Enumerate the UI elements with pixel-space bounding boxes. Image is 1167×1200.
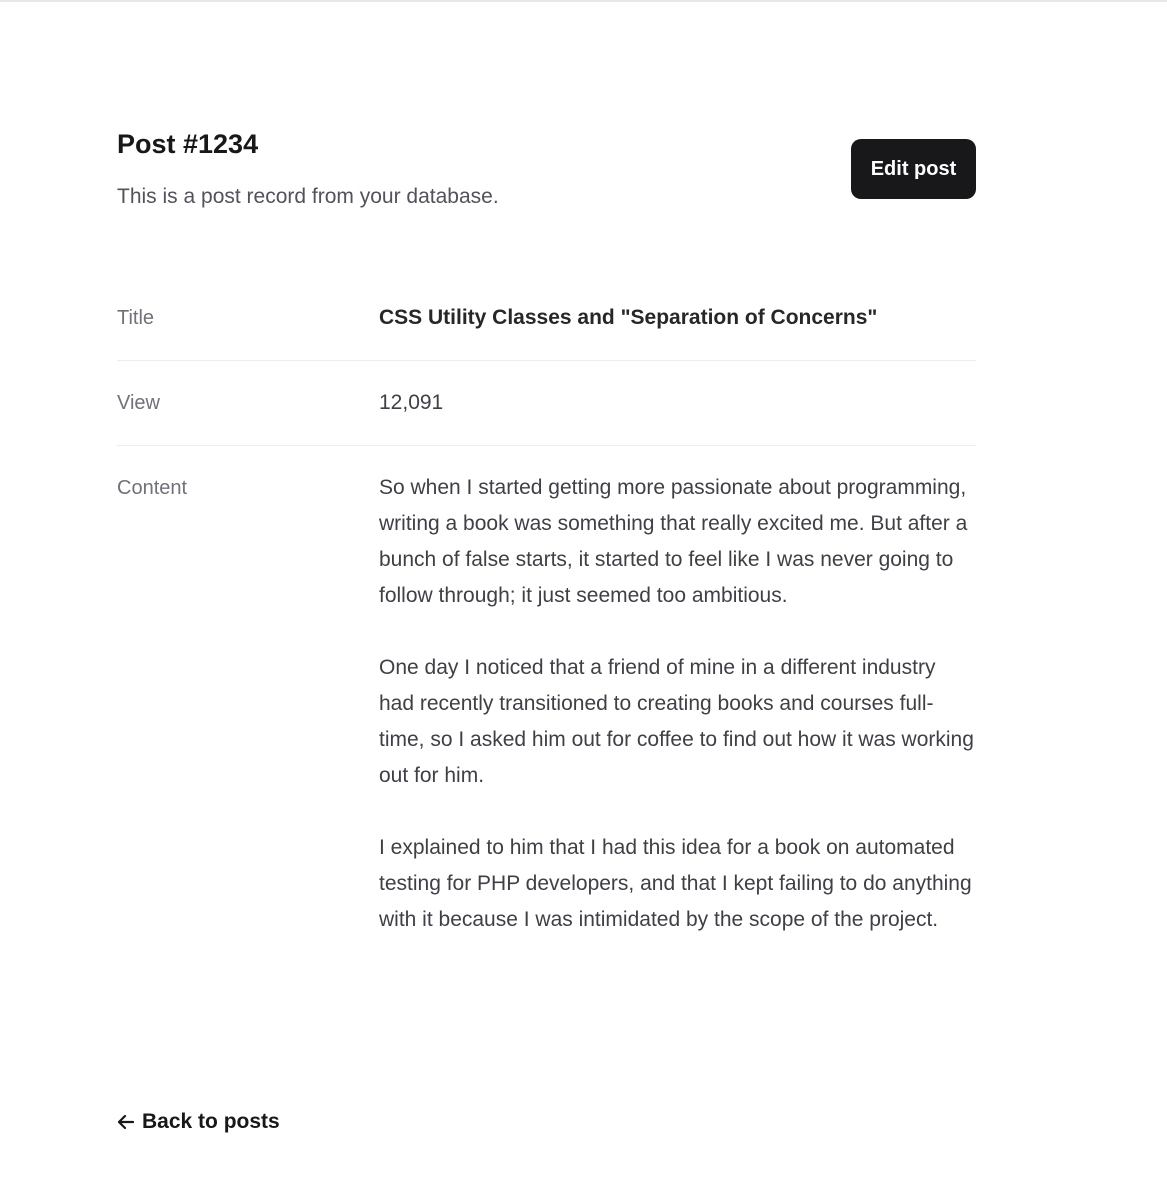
post-details-list [117, 276, 976, 938]
page-subtitle: This is a post record from your database. [117, 185, 499, 208]
detail-row-view [117, 361, 976, 446]
content-paragraph: So when I started getting more passionate about programming, writing a book was something that really excited me. But after a bunch of false starts, it started to feel like I was never going to follow through; it just seemed too ambitious. [379, 476, 968, 607]
edit-post-button[interactable]: Edit post [851, 139, 976, 199]
detail-row-title [117, 276, 976, 361]
view-label: View [117, 392, 160, 414]
content-value [379, 446, 976, 938]
back-to-posts-link[interactable] [117, 1106, 280, 1138]
page-header [117, 126, 976, 226]
view-value: 12,091 [379, 391, 444, 414]
post-detail-page [117, 0, 976, 1200]
content-label: Content [117, 477, 188, 499]
title-value: CSS Utility Classes and "Separation of Concerns" [379, 306, 878, 329]
title-label: Title [117, 307, 155, 329]
detail-row-content [117, 446, 976, 938]
arrow-left-icon [117, 1114, 134, 1130]
content-paragraph: I explained to him that I had this idea for a book on automated testing for PHP developers, and that I kept failing to do anything with it because I was intimidated by the scope of the project. [379, 836, 972, 931]
back-link-label: Back to posts [142, 1110, 280, 1133]
content-paragraph: One day I noticed that a friend of mine in a different industry had recently transitioned to creating books and courses full-time, so I asked him out for coffee to find out how it was working out for him. [379, 656, 974, 787]
page-title: Post #1234 [117, 129, 259, 159]
